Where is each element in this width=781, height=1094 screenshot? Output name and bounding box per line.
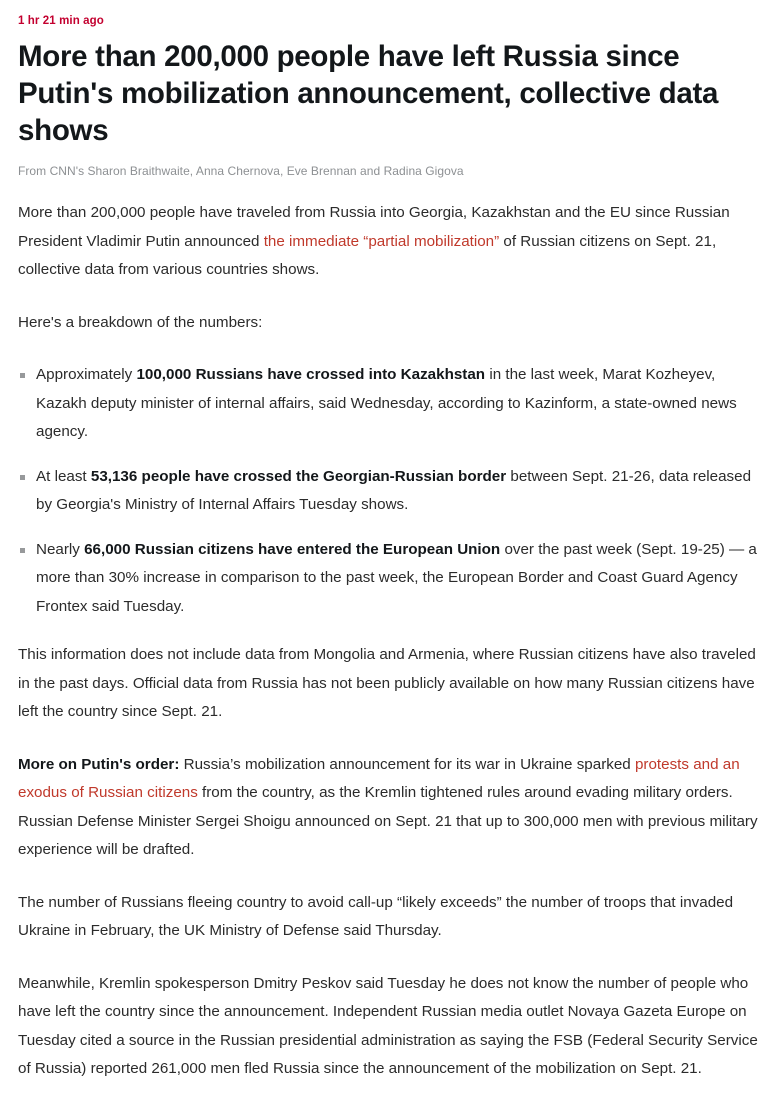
list-item [18, 463, 758, 520]
bullet-3-text-after: over the past week (Sept. 19-25) — a more than 30% increase in comparison to the past week, the European Border and Coast Guard Agency Frontex said Tuesday. [36, 540, 757, 615]
paragraph-1-text-after: of Russian citizens on Sept. 21, collective data from various countries shows. [18, 232, 717, 278]
paragraph-2: This information does not include data from Mongolia and Armenia, where Russian citizens have also traveled in the past days. Official data from Russia has not been publicly available on how many Russian citizens have left the country since Sept. 21. [18, 646, 756, 720]
square-bullet-icon [20, 548, 25, 553]
bullet-2-highlight: 53,136 people have crossed the Georgian-Russian border [90, 467, 507, 485]
list-item [18, 536, 758, 622]
bullet-3-text-before: Nearly [36, 540, 85, 558]
paragraph-1-text-before: More than 200,000 people have traveled from Russia into Georgia, Kazakhstan and the EU since Russian President Vladimir Putin announced [18, 204, 730, 250]
bullet-1-highlight: 100,000 Russians have crossed into Kazakhstan [136, 366, 486, 383]
bullet-2-text-after: between Sept. 21-26, data released by Georgia's Ministry of Internal Affairs Tuesday shows. [36, 467, 752, 513]
protests-exodus-link[interactable]: protests and an exodus of Russian citizens [18, 755, 740, 801]
breakdown-intro: Here's a breakdown of the numbers: [18, 313, 263, 331]
page-title: More than 200,000 people have left Russia since Putin's mobilization announcement, collective data shows [18, 40, 719, 147]
bullet-1-text-before: Approximately [36, 366, 137, 383]
paragraph-4: The number of Russians fleeing country to avoid call-up “likely exceeds” the number of troops that invaded Ukraine in February, the UK Ministry of Defense said Thursday. [18, 893, 734, 939]
paragraph-3-lead-in: More on Putin's order: [18, 755, 180, 773]
paragraph-1 [18, 199, 758, 285]
bullet-3-highlight: 66,000 Russian citizens have entered the European Union [84, 540, 501, 558]
bullet-1-text-after: in the last week, Marat Kozheyev, Kazakh deputy minister of internal affairs, said Wednesday, according to Kazinform, a state-owned news agency. [36, 366, 737, 440]
paragraph-3-text-after: from the country, as the Kremlin tightened rules around evading military orders. Russian Defense Minister Sergei Shoigu announced on Sept. 21 that up to 300,000 men with previous military experience will be drafted. [18, 784, 758, 858]
paragraph-5: Meanwhile, Kremlin spokesperson Dmitry Peskov said Tuesday he does not know the number of people who have left the country since the announcement. Independent Russian media outlet Novaya Gazeta Europe on Tuesday cited a source in the Russian presidential administration as saying the FSB (Federal Security Service of Russia) reported 261,000 men fled Russia since the announcement of the mobilization on Sept. 21. [18, 974, 758, 1077]
article-byline: From CNN's Sharon Braithwaite, Anna Chernova, Eve Brennan and Radina Gigova [18, 164, 464, 178]
paragraph-3 [18, 751, 758, 865]
paragraph-3-text-before: Russia’s mobilization announcement for its war in Ukraine sparked [179, 755, 635, 773]
square-bullet-icon [20, 373, 25, 378]
numbers-breakdown-list [18, 361, 758, 621]
square-bullet-icon [20, 475, 25, 480]
bullet-2-text-before: At least [36, 467, 91, 485]
partial-mobilization-link[interactable]: the immediate “partial mobilization” [263, 232, 500, 250]
list-item [18, 361, 758, 447]
article-timestamp: 1 hr 21 min ago [18, 15, 104, 27]
